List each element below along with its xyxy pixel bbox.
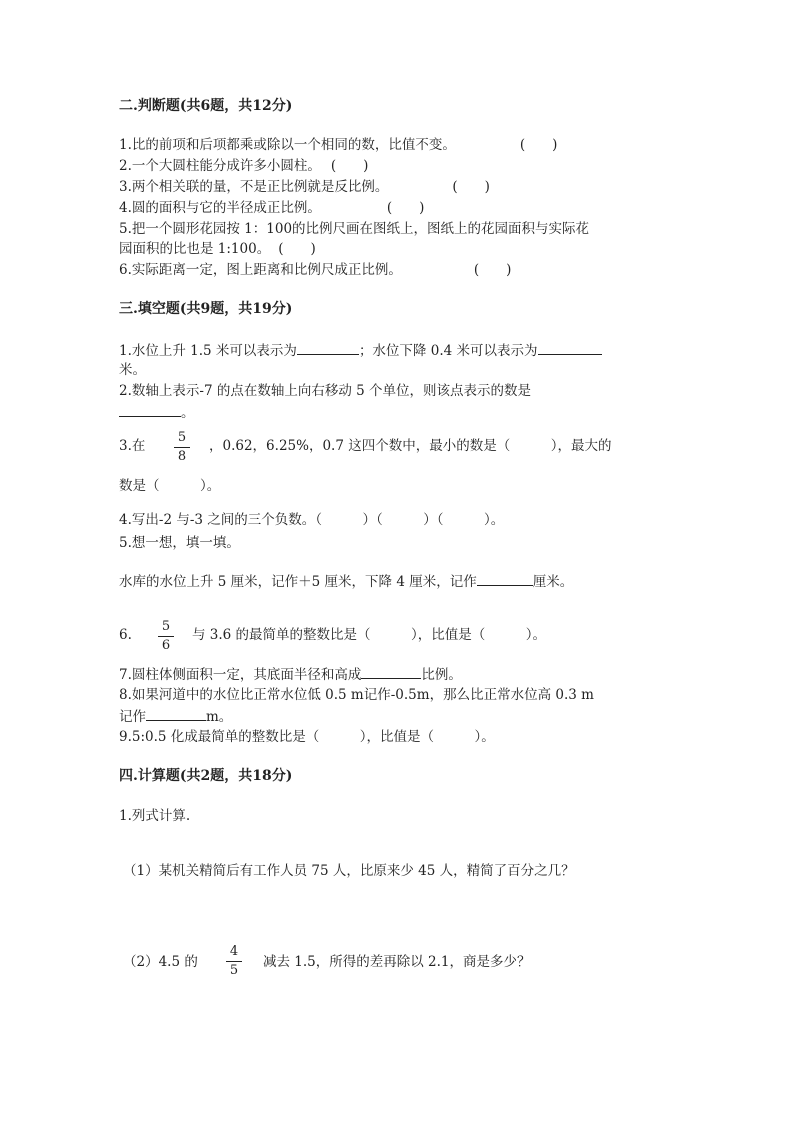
fill-q2-end: 。 — [181, 405, 195, 421]
fraction-bar — [158, 636, 174, 637]
fill-q6-rest: 与 3.6 的最简单的整数比是（ ），比值是（ ）。 — [192, 627, 547, 643]
fill-q3-fraction — [174, 430, 190, 465]
judge-q4-answer[interactable]: ( ) — [386, 200, 425, 216]
fill-q7 — [119, 664, 462, 685]
judge-q6-answer[interactable]: ( ) — [473, 262, 512, 278]
calc-sub2-fraction — [226, 944, 242, 979]
judge-q3-answer[interactable]: ( ) — [452, 179, 490, 195]
judge-q2-answer[interactable]: ( ) — [330, 158, 369, 174]
fill-q6-prefix: 6. — [119, 627, 132, 643]
fill-q7-blank[interactable] — [361, 664, 421, 679]
fill-q1-blank-2[interactable] — [538, 340, 602, 355]
judge-q6-text: 6.实际距离一定，图上距离和比例尺成正比例。 — [119, 262, 402, 278]
fill-q3-prefix: 3.在 — [119, 438, 146, 454]
fill-q5-text-a: 水库的水位上升 5 厘米，记作＋5 厘米，下降 4 厘米，记作 — [119, 574, 477, 590]
judge-q5-line2 — [119, 239, 316, 259]
fill-q7-text-a: 7.圆柱体侧面积一定，其底面半径和高成 — [119, 667, 362, 683]
fill-q8-blank[interactable] — [146, 706, 206, 721]
fill-q2-blank[interactable] — [119, 402, 181, 417]
fill-q1-unit: 米。 — [119, 362, 146, 378]
fill-q6-frac-den: 6 — [161, 638, 171, 653]
judge-q2-text: 2.一个大圆柱能分成许多小圆柱。 — [119, 158, 321, 174]
judge-q6 — [119, 260, 511, 280]
calc-sub2-prefix: （2）4.5 的 — [123, 954, 198, 970]
fill-q6-frac-num: 5 — [161, 619, 171, 634]
section-3-title: 三.填空题(共9题，共19分) — [119, 301, 293, 317]
fill-q3-frac-den: 8 — [177, 449, 187, 464]
fill-q6-fraction — [158, 619, 174, 654]
judge-q2 — [119, 156, 368, 176]
calc-sub2-frac-num: 4 — [229, 944, 239, 959]
fill-q1-blank-1[interactable] — [297, 340, 359, 355]
fill-q1 — [119, 340, 602, 361]
judge-q5-line1: 5.把一个圆形花园按 1：100的比例尺画在图纸上，图纸上的花园面积与实际花 — [119, 221, 590, 237]
fill-q7-text-b: 比例。 — [421, 667, 462, 683]
calc-sub2-rest: 减去 1.5，所得的差再除以 2.1，商是多少？ — [263, 954, 531, 970]
fill-q3-frac-num: 5 — [177, 430, 187, 445]
fill-q3-line2: 数是（ ）。 — [119, 478, 221, 494]
judge-q1 — [119, 135, 557, 155]
judge-q3-text: 3.两个相关联的量，不是正比例就是反比例。 — [119, 179, 389, 195]
fill-q8-text-b: m。 — [206, 709, 233, 725]
judge-q1-text: 1.比的前项和后项都乘或除以一个相同的数，比值不变。 — [119, 137, 456, 153]
judge-q4 — [119, 198, 424, 218]
fill-q5-text-b: 厘米。 — [532, 574, 574, 590]
fill-q5 — [119, 571, 573, 592]
calc-q1-title: 1.列式计算. — [119, 808, 191, 824]
judge-q5-text: 园面积的比也是 1:100。 — [119, 241, 271, 257]
section-2-title: 二.判断题(共6题，共12分) — [119, 98, 293, 114]
section-4-title: 四.计算题(共2题，共18分) — [119, 768, 293, 784]
fill-q1-text-b: ；水位下降 0.4 米可以表示为 — [358, 343, 538, 359]
calc-sub2-frac-den: 5 — [229, 963, 239, 978]
fill-q5-blank[interactable] — [477, 571, 533, 586]
calc-sub1: （1）某机关精简后有工作人员 75 人，比原来少 45 人，精简了百分之几？ — [123, 863, 575, 879]
fill-q1-text-a: 1.水位上升 1.5 米可以表示为 — [119, 343, 297, 359]
fill-q9: 9.5:0.5 化成最简单的整数比是（ ），比值是（ ）。 — [119, 729, 495, 745]
fill-q2-text: 2.数轴上表示-7 的点在数轴上向右移动 5 个单位，则该点表示的数是 — [119, 383, 531, 399]
fill-q8-line2 — [119, 706, 232, 727]
judge-q1-answer[interactable]: ( ) — [519, 137, 558, 153]
fill-q8-line1: 8.如果河道中的水位比正常水位低 0.5 m记作-0.5m，那么比正常水位高 0.3 m — [119, 687, 594, 703]
judge-q3 — [119, 177, 490, 197]
fraction-bar — [174, 447, 190, 448]
judge-q5-answer[interactable]: ( ) — [278, 241, 316, 257]
fill-q5-title: 5.想一想，填一填。 — [119, 535, 240, 551]
fill-q3-rest: ，0.62，6.25%，0.7 这四个数中，最小的数是（ ），最大的 — [209, 438, 612, 454]
fill-q4: 4.写出-2 与-3 之间的三个负数。（ ）（ ）（ ）。 — [119, 512, 505, 528]
judge-q4-text: 4.圆的面积与它的半径成正比例。 — [119, 200, 321, 216]
fraction-bar — [226, 961, 242, 962]
fill-q2-line2 — [119, 402, 195, 423]
fill-q8-text-a: 记作 — [119, 709, 146, 725]
